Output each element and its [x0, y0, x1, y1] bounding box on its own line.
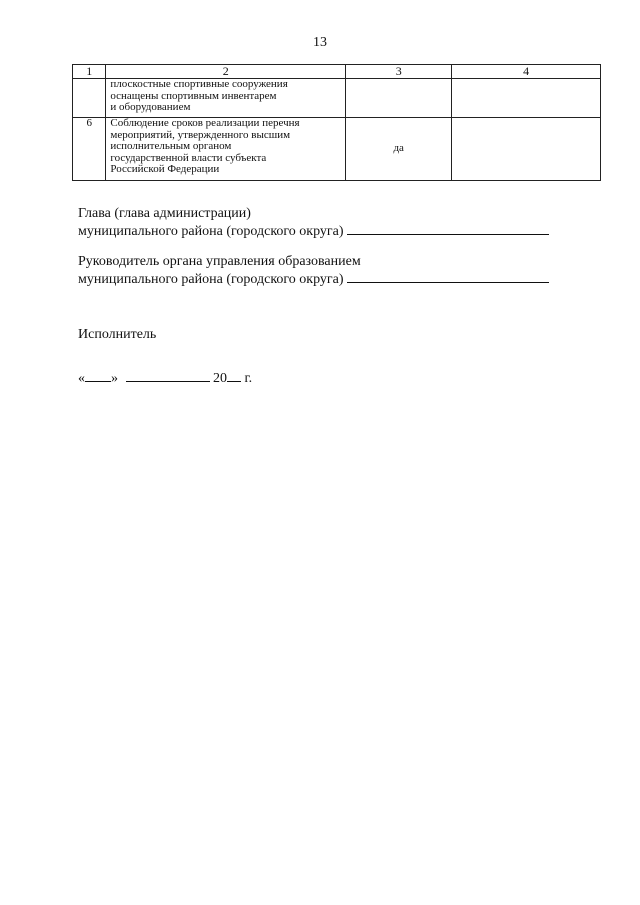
education-title-line2	[78, 270, 549, 288]
row-description	[106, 79, 346, 118]
description-line: и оборудованием	[110, 101, 191, 114]
page-number: 13	[313, 35, 327, 50]
date-year-suffix: г.	[244, 371, 253, 386]
row-number	[73, 79, 106, 118]
description-line: государственной власти субъекта	[110, 151, 267, 164]
row-note	[452, 79, 601, 118]
description-line: оснащены спортивным инвентарем	[110, 89, 277, 102]
head-title: Глава (глава администрации)	[78, 206, 251, 221]
document-table	[72, 64, 601, 181]
date-quote-open: «	[78, 371, 85, 386]
table-header-row	[73, 65, 601, 79]
head-signature-block	[78, 207, 549, 239]
education-municipality-label: муниципального района (городского округа)	[78, 271, 344, 287]
education-signature-block	[78, 255, 549, 287]
date-year-prefix: 20	[213, 371, 227, 386]
table-row	[73, 79, 601, 118]
description-line: мероприятий, утвержденного высшим	[110, 128, 291, 141]
head-municipality-label: муниципального района (городского округа)	[78, 223, 344, 239]
header-cell-2: 2	[106, 65, 346, 79]
header-cell-4: 4	[452, 65, 601, 79]
row-value	[346, 79, 452, 118]
executor-label: Исполнитель	[78, 327, 157, 342]
description-line: Российской Федерации	[110, 163, 220, 176]
header-cell-3: 3	[346, 65, 452, 79]
date-quote-close: »	[111, 371, 118, 386]
header-cell-1: 1	[73, 65, 106, 79]
row-description	[106, 118, 346, 181]
row-number: 6	[73, 118, 106, 181]
description-line: Соблюдение сроков реализации перечня	[110, 117, 300, 129]
description-line: плоскостные спортивные сооружения	[110, 78, 288, 90]
head-title-line2	[78, 222, 549, 240]
description-line: исполнительным органом	[110, 140, 232, 153]
date-line	[78, 369, 252, 387]
education-title: Руководитель органа управления образованием	[78, 254, 361, 269]
date-day-blank	[85, 369, 111, 382]
head-signature-line	[347, 222, 549, 235]
row-note	[452, 118, 601, 181]
date-year-blank	[227, 369, 241, 382]
table-row	[73, 118, 601, 181]
date-month-blank	[126, 369, 210, 382]
education-signature-line	[347, 270, 549, 283]
row-value: да	[346, 118, 452, 181]
